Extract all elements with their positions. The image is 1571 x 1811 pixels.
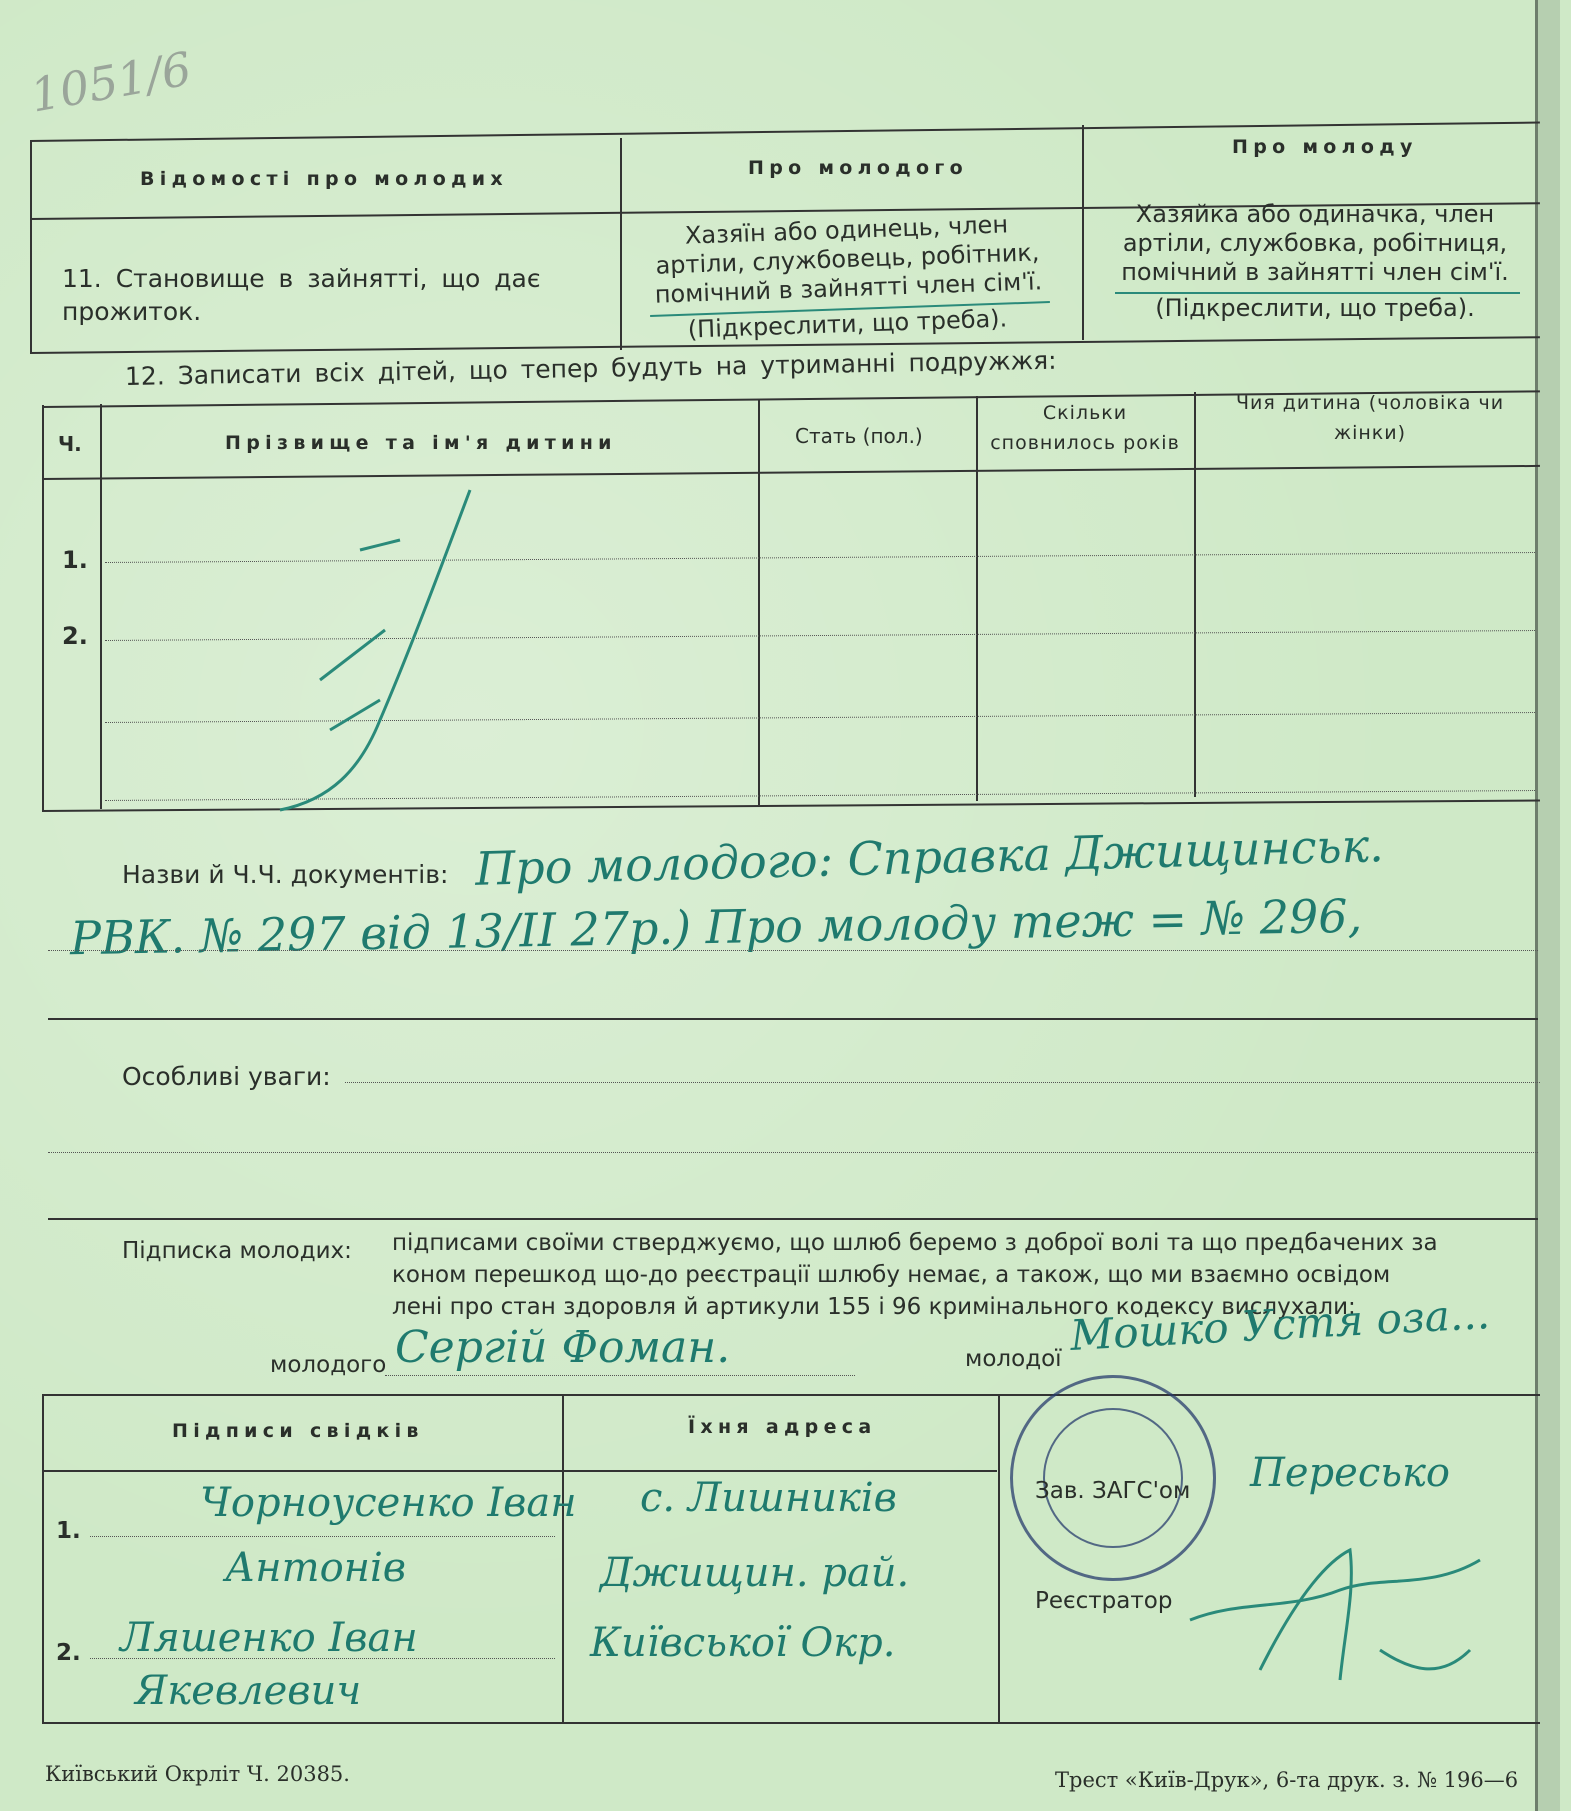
child-row-2-number: 2. bbox=[62, 622, 88, 650]
witness-1-signature: Чорноусенко Іван bbox=[200, 1480, 577, 1526]
page-edge bbox=[1535, 0, 1560, 1811]
row-11-label: 11. Становище в зайнятті, що дає прожиток. bbox=[62, 264, 541, 326]
header-groom: Про молодого bbox=[748, 157, 968, 179]
bride-occupation-text: Хазяйка або одиначка, член артіли, службовка, робітниця, помічний в зайнятті член сім'ї. bbox=[1121, 200, 1509, 286]
bride-occupation-note: (Підкреслити, що треба). bbox=[1155, 294, 1475, 322]
bride-signature-label: молодої bbox=[965, 1346, 1062, 1372]
head-label: Зав. ЗАГС'ом bbox=[1035, 1478, 1191, 1504]
groom-occupation-text: Хазяїн або одинець, член артіли, службовець, робітник, помічний в зайнятті член сім'ї. bbox=[654, 210, 1043, 309]
remarks-line-2 bbox=[48, 1152, 1538, 1153]
children-title: 12. Записати всіх дітей, що тепер будуть на утриманні подружжя: bbox=[124, 345, 1057, 391]
head-signature: Пересько bbox=[1250, 1450, 1450, 1496]
bride-signature: Мошко Устя оза... bbox=[1069, 1289, 1491, 1360]
documents-handwritten-2: РВК. № 297 від 13/ІІ 27р.) Про молоду теж = № 296, bbox=[69, 888, 1363, 966]
remarks-label: Особливі уваги: bbox=[122, 1062, 331, 1091]
documents-line bbox=[48, 950, 1538, 951]
header-bride: Про молоду bbox=[1232, 136, 1418, 158]
header-info: Відомості про молодих bbox=[140, 168, 508, 190]
witness-address-1: с. Лишників bbox=[640, 1475, 897, 1521]
signature-text-2: коном перешкод що-до реєстрації шлюбу немає, а також, що ми взаємно освідом bbox=[392, 1262, 1391, 1288]
remarks-line-1 bbox=[345, 1082, 1540, 1083]
witness-2-signature: Ляшенко Іван bbox=[120, 1615, 418, 1661]
col-witness-signatures: Підписи свідків bbox=[172, 1420, 424, 1442]
registrar-label: Реєстратор bbox=[1035, 1588, 1173, 1614]
witness-address-2: Джищин. рай. bbox=[600, 1550, 910, 1596]
col-number: Ч. bbox=[58, 432, 82, 456]
witness-1-number: 1. bbox=[56, 1518, 81, 1544]
col-child-name: Прізвище та ім'я дитини bbox=[225, 432, 617, 454]
col-whose-child: Чия дитина (чоловіка чи жінки) bbox=[1235, 392, 1505, 444]
groom-signature: Сергій Фоман. bbox=[395, 1322, 731, 1373]
strikeout-mark bbox=[250, 480, 510, 820]
signature-block-label: Підписка молодих: bbox=[122, 1238, 352, 1264]
col-sex: Стать (пол.) bbox=[795, 424, 923, 448]
col-age: Скільки сповнилось років bbox=[990, 402, 1180, 454]
witness-1-signature-2: Антонів bbox=[225, 1545, 407, 1591]
footer-right: Трест «Київ-Друк», 6-та друк. з. № 196—6 bbox=[1055, 1768, 1519, 1792]
signature-text-3: лені про стан здоровля й артикули 155 і 96 кримінального кодексу вислухали: bbox=[392, 1294, 1356, 1320]
child-row-1-number: 1. bbox=[62, 546, 88, 574]
witness-address-3: Київської Окр. bbox=[590, 1620, 896, 1666]
corner-mark: 1051/6 bbox=[26, 41, 196, 123]
footer-left: Київський Окрліт Ч. 20385. bbox=[45, 1762, 350, 1786]
registrar-signature bbox=[1180, 1530, 1520, 1710]
groom-signature-label: молодого bbox=[270, 1352, 387, 1378]
witness-2-signature-2: Якевлевич bbox=[135, 1668, 362, 1714]
documents-label: Назви й Ч.Ч. документів: bbox=[122, 860, 449, 889]
col-witness-address: Їхня адреса bbox=[688, 1416, 877, 1438]
witness-2-number: 2. bbox=[56, 1640, 81, 1666]
documents-handwritten-1: Про молодого: Справка Джищинськ. bbox=[474, 818, 1385, 896]
signature-text-1: підписами своїми стверджуємо, що шлюб беремо з доброї волі та що предбачених за bbox=[392, 1230, 1438, 1256]
groom-occupation-note: (Підкреслити, що треба). bbox=[687, 304, 1008, 344]
